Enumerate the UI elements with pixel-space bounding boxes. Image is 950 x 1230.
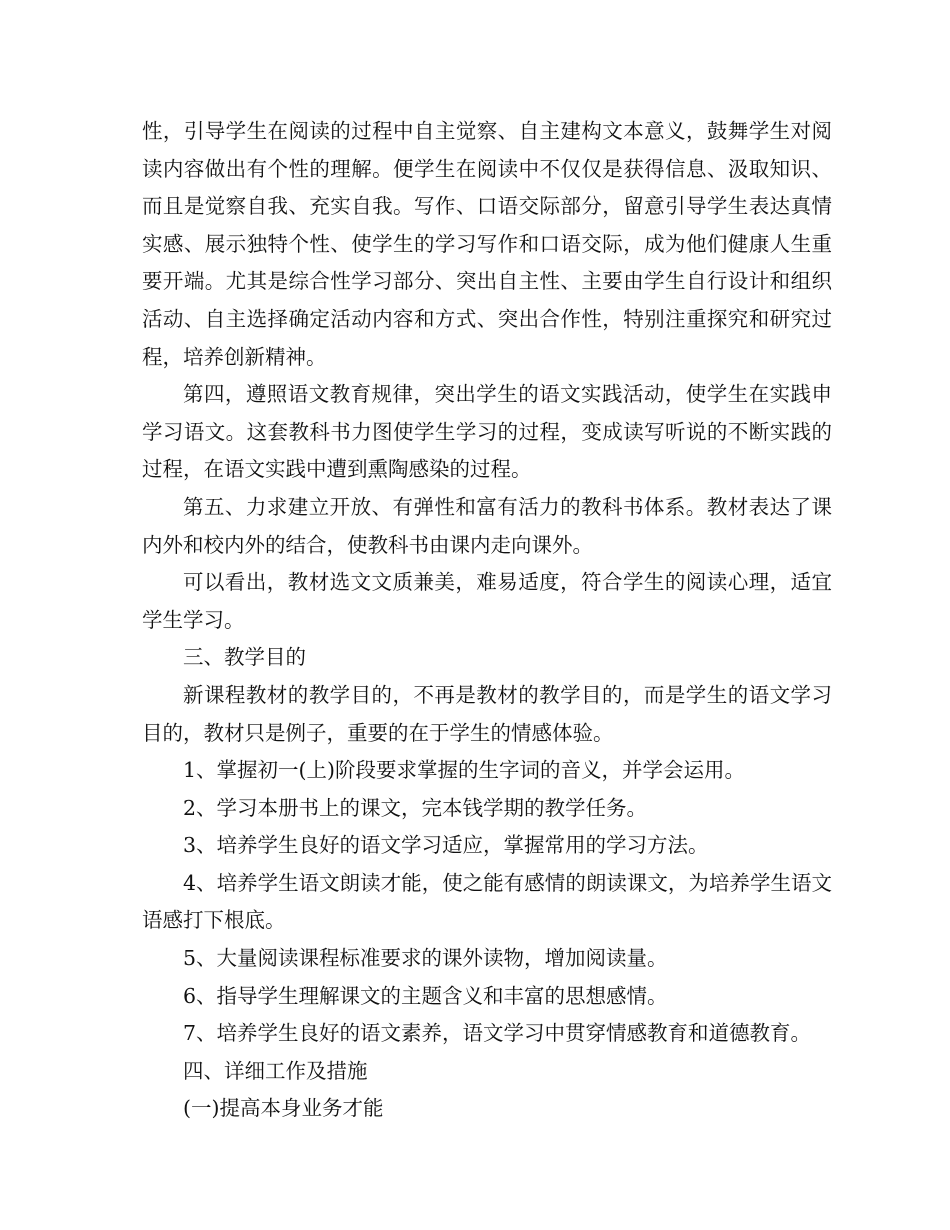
list-item: 4、培养学生语文朗读才能，使之能有感情的朗读课文，为培养学生语文语感打下根底。: [142, 870, 832, 933]
list-item: 3、培养学生良好的语文学习适应，掌握常用的学习方法。: [183, 833, 709, 858]
paragraph: 性，引导学生在阅读的过程中自主觉察、自主建构文本意义，鼓舞学生对阅读内容做出有个性的理解。便学生在阅读中不仅仅是获得信息、汲取知识、而且是觉察自我、充实自我。写作、口语交际部分，留意引导学生表达真情实感、展示独特个性、使学生的学习写作和口语交际，成为他们健康人生重要开端。尤其是综合性学习部分、突出自主性、主要由学生自行设计和组织活动、自主选择确定活动内容和方式、突出合作性，特别注重探究和研究过程，培养创新精神。: [142, 119, 832, 369]
paragraph: 可以看出，教材选文文质兼美，难易适度，符合学生的阅读心理，适宜学生学习。: [142, 570, 832, 632]
subsection-heading: (一)提高本身业务才能: [183, 1096, 384, 1121]
list-item: 7、培养学生良好的语文素养，语文学习中贯穿情感教育和道德教育。: [183, 1021, 812, 1046]
paragraph: 新课程教材的教学目的，不再是教材的教学目的，而是学生的语文学习目的，教材只是例子，重要的在于学生的情感体验。: [142, 682, 832, 745]
list-item: 2、学习本册书上的课文，完本钱学期的教学任务。: [183, 795, 648, 820]
list-item: 5、大量阅读课程标准要求的课外读物，增加阅读量。: [183, 946, 668, 971]
list-item: 6、指导学生理解课文的主题含义和丰富的思想感情。: [183, 983, 668, 1008]
list-item: 1、掌握初一(上)阶段要求掌握的生字词的音义，并学会运用。: [183, 758, 746, 783]
section-heading: 四、详细工作及措施: [183, 1058, 368, 1083]
section-heading: 三、教学目的: [183, 645, 306, 670]
paragraph: 第四，遵照语文教育规律，突出学生的语文实践活动，使学生在实践申学习语文。这套教科书力图使学生学习的过程，变成读写听说的不断实践的过程，在语文实践中遭到熏陶感染的过程。: [142, 382, 832, 482]
paragraph: 第五、力求建立开放、有弹性和富有活力的教科书体系。教材表达了课内外和校内外的结合，使教科书由课内走向课外。: [142, 494, 832, 557]
document-body: [142, 113, 832, 1128]
